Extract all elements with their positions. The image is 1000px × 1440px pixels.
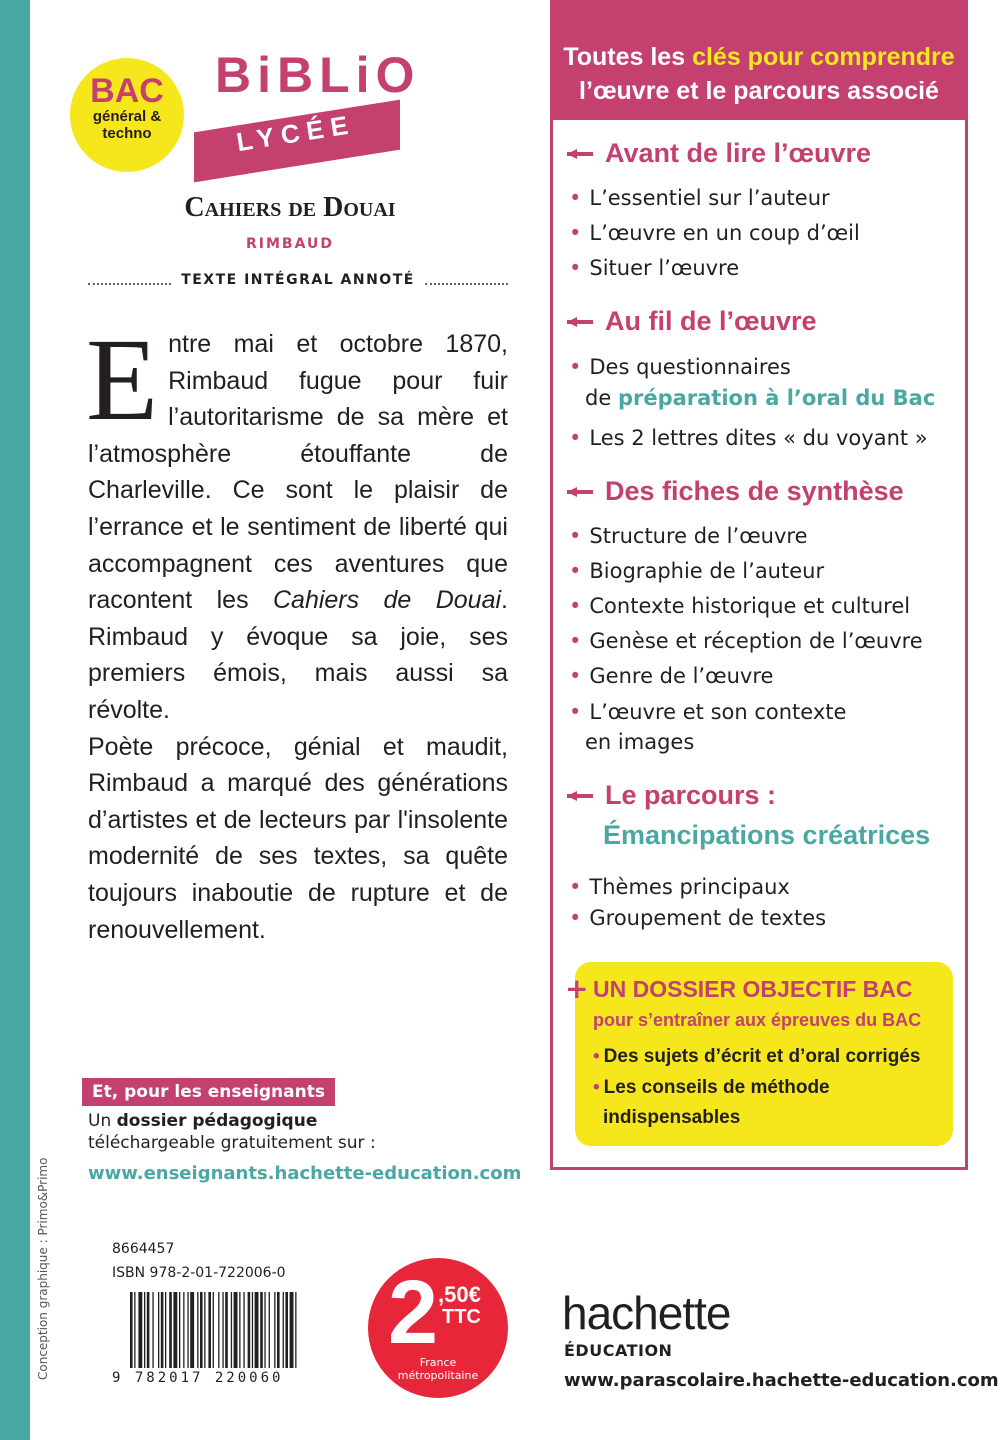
item-text: de — [585, 386, 618, 410]
item-text: en images — [585, 730, 695, 754]
summary-paragraph-2: Poète précoce, génial et maudit, Rimbaud a marqué des générations d’artistes et de lecteurs par l'insolente modernité de ses textes, sa quête toujours inaboutie de rupture et de renouvellement. — [88, 732, 508, 944]
bullet-icon: • — [593, 1046, 600, 1067]
price-euros: 2 — [388, 1263, 439, 1363]
dotted-rule-right — [425, 275, 508, 285]
barcode-digits: 9 782017 220060 — [112, 1370, 284, 1386]
bullet-icon: • — [569, 559, 582, 583]
item-text: L’œuvre et son contexte — [589, 700, 847, 724]
product-code: 8664457 — [112, 1241, 175, 1257]
bullet-icon: • — [569, 256, 582, 280]
price-region — [368, 1356, 508, 1382]
teachers-line-2: téléchargeable gratuitement sur : — [88, 1133, 376, 1153]
arrow-icon — [567, 317, 597, 327]
section-title: Des fiches de synthèse — [605, 476, 904, 506]
price-ttc: TTC — [442, 1306, 481, 1328]
list-item — [569, 556, 824, 586]
panel-header — [553, 0, 965, 120]
teachers-dossier: dossier pédagogique — [116, 1111, 318, 1131]
list-item — [569, 521, 808, 551]
item-text: Biographie de l’auteur — [589, 559, 825, 583]
contents-panel — [550, 0, 968, 1170]
bac-sub-general: général & — [92, 108, 162, 125]
dossier-item — [593, 1073, 830, 1103]
item-text: Les 2 lettres dites « du voyant » — [589, 426, 928, 450]
section-subtitle: Émancipations créatrices — [603, 820, 931, 850]
price-cents: ,50€ — [438, 1282, 481, 1307]
item-text: Structure de l’œuvre — [589, 524, 808, 548]
dossier-title: UN DOSSIER OBJECTIF BAC — [593, 976, 913, 1002]
bullet-icon: • — [569, 355, 582, 379]
item-text: Genre de l’œuvre — [589, 664, 774, 688]
isbn: ISBN 978-2-01-722006-0 — [112, 1265, 286, 1281]
list-item — [569, 183, 830, 213]
edition-line — [88, 272, 508, 288]
barcode — [130, 1292, 348, 1368]
list-item — [569, 626, 923, 656]
teachers-link[interactable]: www.enseignants.hachette-education.com — [88, 1163, 522, 1184]
item-text: L’œuvre en un coup d’œil — [589, 221, 860, 245]
list-item — [569, 661, 773, 691]
bullet-icon: • — [569, 664, 582, 688]
item-text: Groupement de textes — [589, 906, 827, 930]
arrow-icon — [567, 487, 597, 497]
edition-label: TEXTE INTÉGRAL ANNOTÉ — [181, 272, 415, 288]
bullet-icon: • — [569, 594, 582, 618]
bullet-icon: • — [569, 426, 582, 450]
arrow-icon — [567, 149, 597, 159]
panel-header-pre: Toutes les — [563, 43, 693, 71]
bac-badge — [70, 58, 184, 172]
publisher-division: ÉDUCATION — [564, 1341, 673, 1360]
bullet-icon: • — [569, 524, 582, 548]
book-title: Cahiers de Douai — [184, 192, 396, 223]
summary-p1-end: . Rimbaud y évoque sa joie, ses premiers émois, mais aussi sa révolte. — [88, 586, 508, 724]
item-text: indispensables — [603, 1107, 741, 1128]
section-au-fil — [567, 306, 817, 337]
item-text: Genèse et réception de l’œuvre — [589, 629, 923, 653]
section-title: Le parcours : — [605, 780, 777, 810]
list-item — [569, 591, 910, 621]
price-badge — [368, 1258, 508, 1398]
bullet-icon: • — [569, 221, 582, 245]
bac-label: BAC — [90, 72, 164, 110]
collection-logo: BiBLiO — [215, 47, 421, 103]
dossier-box — [575, 962, 953, 1146]
panel-header-highlight: clés pour comprendre — [692, 43, 955, 71]
teachers-heading: Et, pour les enseignants — [82, 1078, 335, 1106]
list-item-continued — [585, 727, 694, 757]
section-title: Avant de lire l’œuvre — [605, 138, 872, 168]
arrow-icon — [567, 791, 597, 801]
list-item — [569, 218, 860, 248]
teachers-text — [88, 1110, 376, 1154]
list-item — [569, 697, 846, 727]
dotted-rule-left — [88, 275, 171, 285]
item-text: Thèmes principaux — [589, 875, 790, 899]
bac-sub-techno: techno — [102, 125, 152, 142]
section-parcours-subtitle — [603, 820, 930, 851]
publisher-link[interactable]: www.parascolaire.hachette-education.com — [564, 1370, 999, 1391]
item-text: L’essentiel sur l’auteur — [589, 186, 830, 210]
price-region-line-1: France — [419, 1356, 457, 1369]
summary-text — [86, 314, 508, 948]
bullet-icon: • — [569, 629, 582, 653]
section-fiches — [567, 476, 904, 507]
price-region-line-2: métropolitaine — [397, 1369, 479, 1382]
bullet-icon: • — [569, 186, 582, 210]
panel-header-line-2: l’œuvre et le parcours associé — [579, 77, 939, 105]
list-item-continued — [585, 383, 935, 413]
summary-p1-text: ntre mai et octobre 1870, Rimbaud fugue pour fuir l’autoritarisme de sa mère et l’atmosphère étouffante de Charleville. Ce sont le plaisir de l’errance et le sentiment de liberté qui accompagnent ces aventures que racontent les — [88, 330, 508, 615]
bullet-icon: • — [569, 875, 582, 899]
summary-book-title: Cahiers de Douai — [272, 586, 502, 615]
dossier-subtitle: pour s’entraîner aux épreuves du BAC — [593, 1010, 922, 1030]
item-text: Des questionnaires — [589, 355, 791, 379]
section-parcours — [567, 780, 776, 811]
item-accent: préparation à l’oral du Bac — [617, 386, 936, 410]
teal-edge-band — [0, 0, 30, 1440]
book-author: RIMBAUD — [246, 236, 334, 252]
panel-header-line-1 — [553, 40, 965, 74]
section-avant-de-lire — [567, 138, 871, 169]
teachers-line-1-pre: Un — [88, 1111, 117, 1131]
bullet-icon: • — [593, 1077, 600, 1098]
teachers-line-1 — [88, 1110, 376, 1132]
list-item — [569, 872, 790, 902]
bullet-icon: • — [569, 700, 582, 724]
item-text: Contexte historique et culturel — [589, 594, 911, 618]
publisher-logo: hachette — [562, 1287, 731, 1339]
list-item — [569, 903, 826, 933]
list-item — [569, 352, 791, 382]
design-credits: Conception graphique : Primo&Primo — [36, 1157, 50, 1380]
plus-icon: + — [565, 972, 589, 1005]
item-text: Des sujets d’écrit et d’oral corrigés — [603, 1046, 921, 1067]
dossier-item — [593, 1042, 920, 1072]
bullet-icon: • — [569, 906, 582, 930]
item-text: Situer l’œuvre — [589, 256, 740, 280]
summary-paragraph-1 — [86, 314, 508, 729]
section-title: Au fil de l’œuvre — [605, 306, 817, 336]
dossier-item-continued — [603, 1103, 740, 1133]
level-label: LYCÉE — [234, 108, 357, 158]
item-text: Les conseils de méthode — [603, 1077, 830, 1098]
list-item — [569, 253, 739, 283]
dropcap: E — [86, 314, 159, 445]
list-item — [569, 423, 928, 453]
